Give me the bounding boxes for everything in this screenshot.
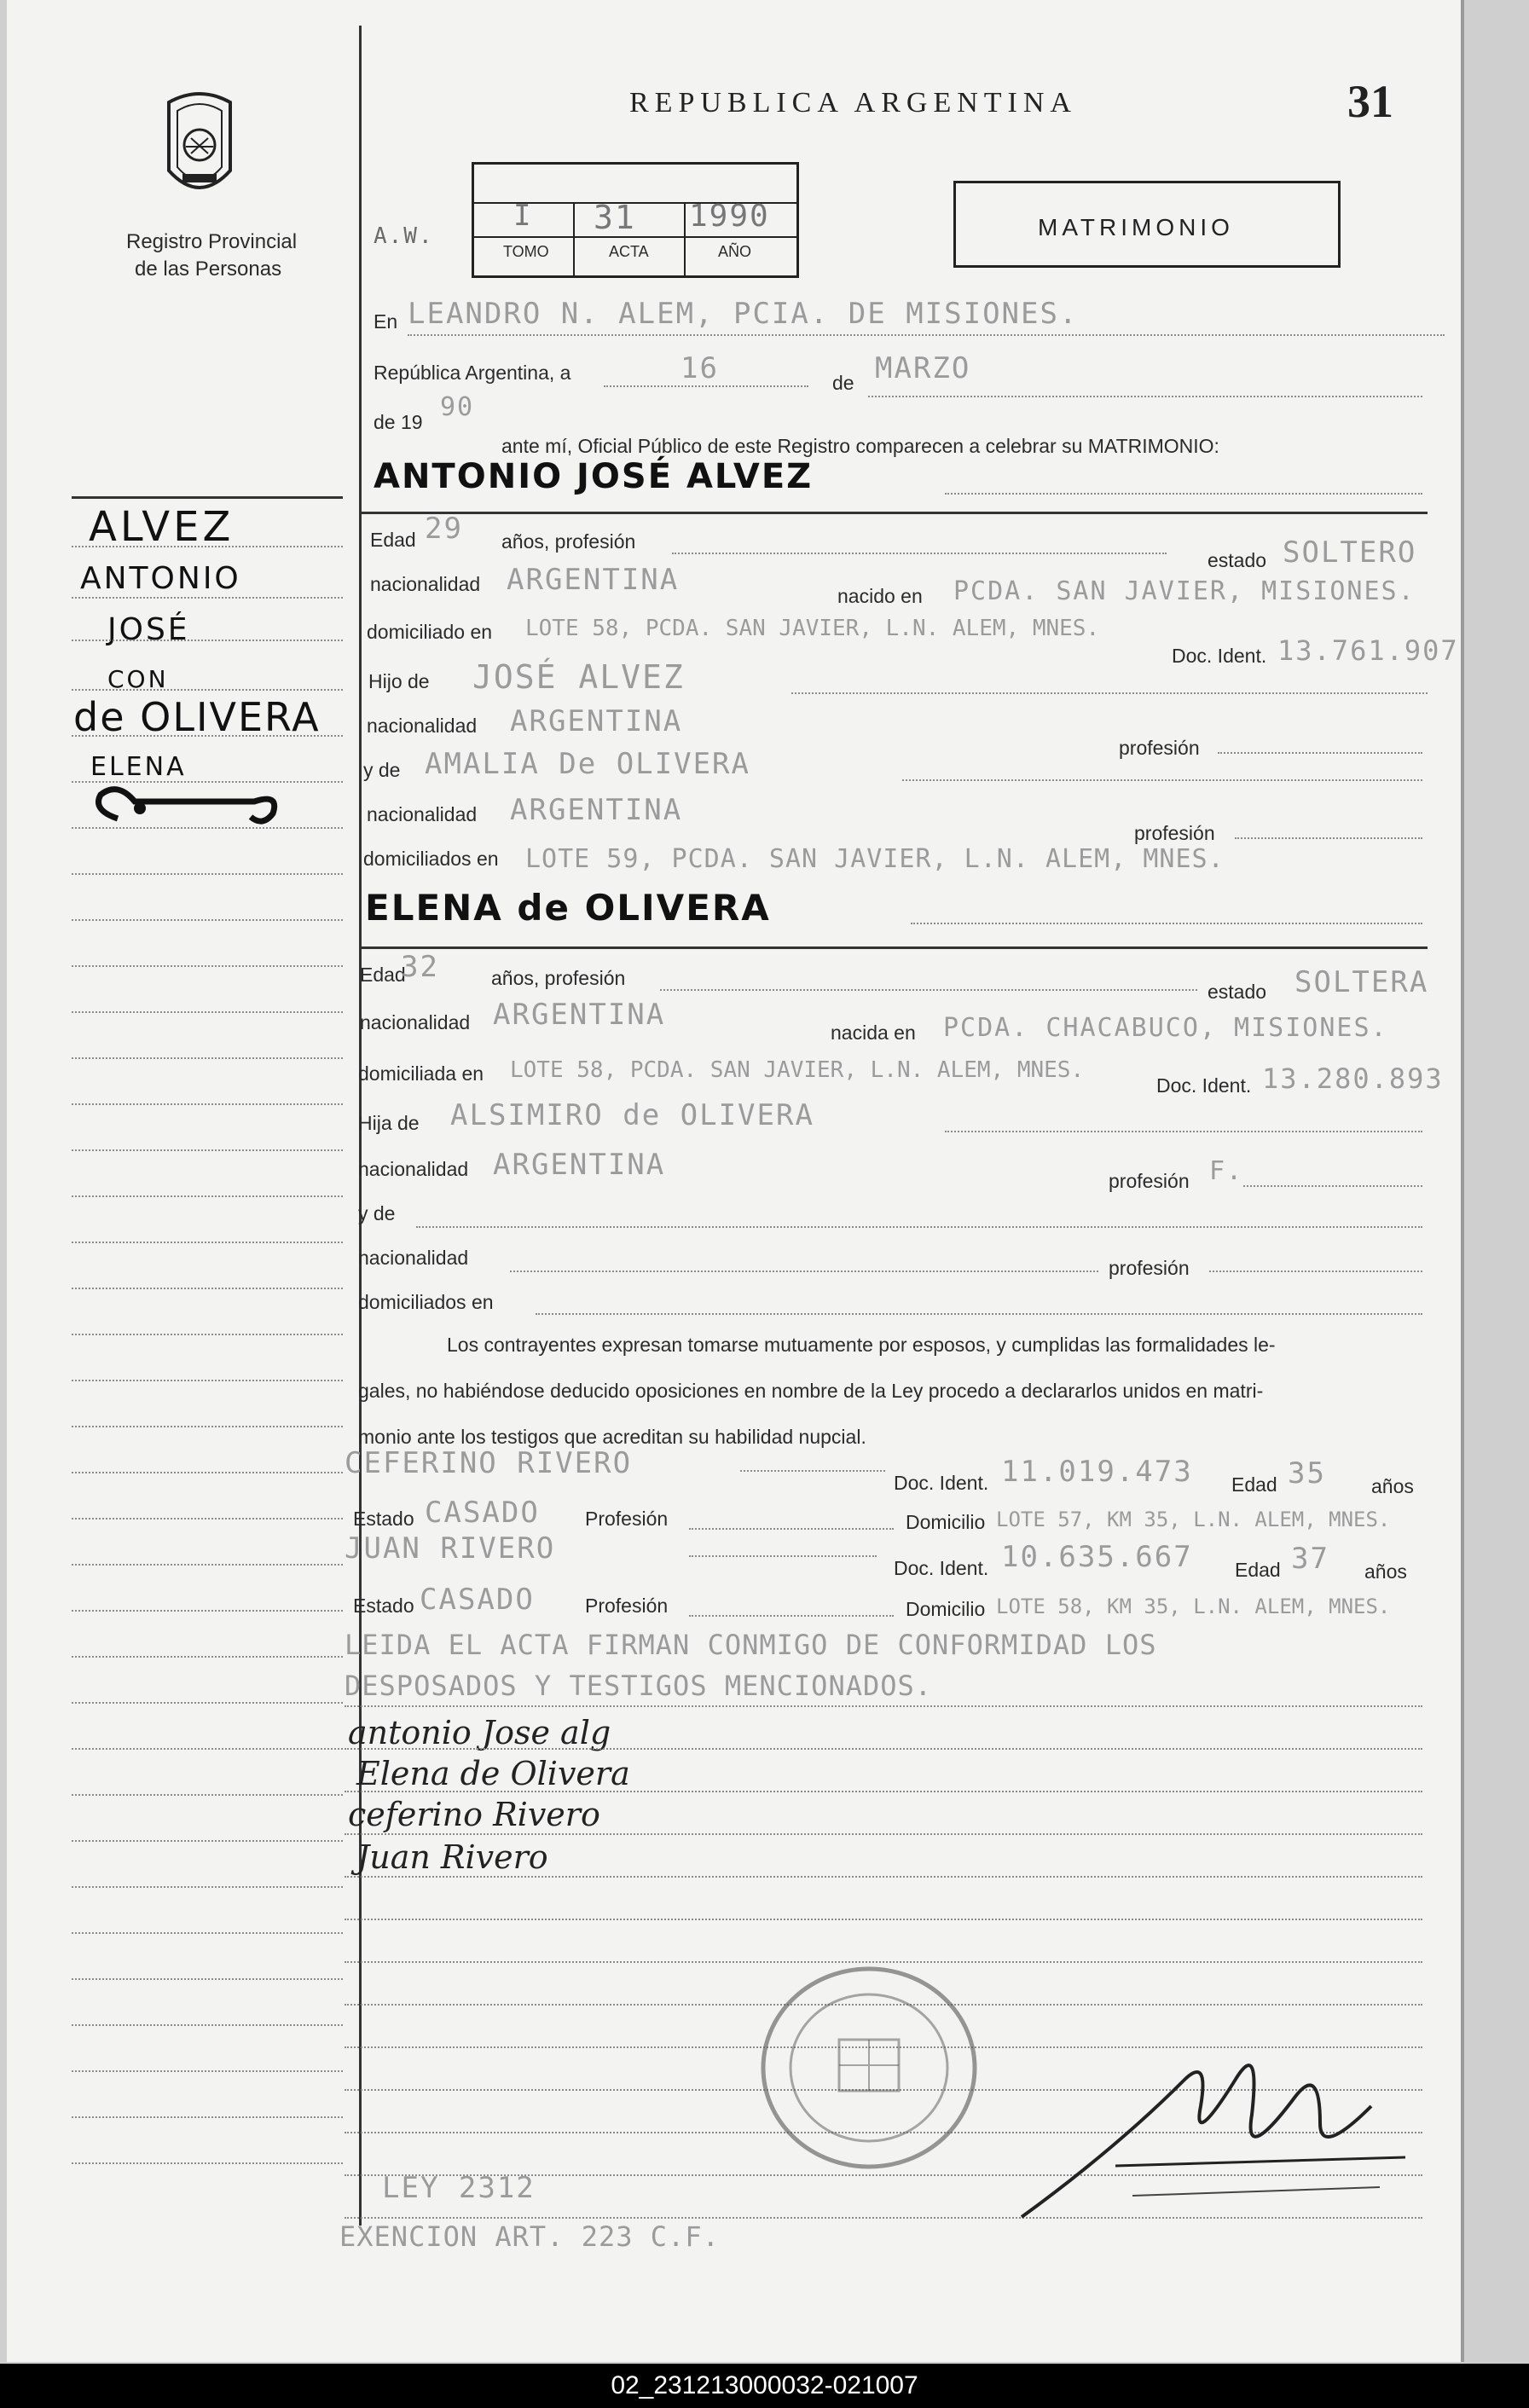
witness-2-domicile: LOTE 58, KM 35, L.N. ALEM, MNES. xyxy=(996,1595,1391,1618)
day-value: 16 xyxy=(681,351,719,385)
witness-1-edad-label: Edad xyxy=(1231,1473,1277,1496)
de-label: de xyxy=(832,372,854,394)
margin-given-2: JOSÉ xyxy=(107,612,190,647)
witness-2-prof-label: Profesión xyxy=(585,1595,669,1617)
witness-2-estado-label: Estado xyxy=(353,1595,414,1617)
witness-1-doc-label: Doc. Ident. xyxy=(894,1472,989,1494)
exemption-note: EXENCION ART. 223 C.F. xyxy=(339,2220,720,2253)
bride-father-nac-label: nacionalidad xyxy=(358,1158,469,1180)
anio-label: AÑO xyxy=(718,243,752,260)
bride-nac-label: nacionalidad xyxy=(360,1011,471,1033)
tomo-label: TOMO xyxy=(503,243,549,260)
provincial-seal-icon xyxy=(160,85,239,206)
acta-label: ACTA xyxy=(609,243,649,260)
margin-given-1: ANTONIO xyxy=(80,561,241,596)
signature-witness-1: ceferino Rivero xyxy=(348,1796,600,1833)
witness-2-anos-label: años xyxy=(1364,1560,1407,1583)
year-suffix: 90 xyxy=(440,392,475,422)
official-stamp-icon xyxy=(754,1961,984,2174)
year-prefix: de 19 xyxy=(374,411,423,433)
bride-nacida-label: nacida en xyxy=(831,1022,916,1044)
declaration-line-1: Los contrayentes expresan tomarse mutuamente por esposos, y cumplidas las formalidades le- xyxy=(447,1334,1276,1356)
groom-doms-label: domiciliados en xyxy=(363,848,499,870)
bride-age: 32 xyxy=(401,950,439,984)
groom-nac-label: nacionalidad xyxy=(370,573,481,595)
signature-bride: Elena de Olivera xyxy=(356,1755,630,1792)
groom-edad-label: Edad xyxy=(370,529,416,551)
margin-surname: ALVEZ xyxy=(89,503,235,551)
page-number: 31 xyxy=(1347,76,1393,127)
declaration-line-3: monio ante los testigos que acreditan su habilidad nupcial. xyxy=(358,1426,866,1448)
bride-yde-label: y de xyxy=(358,1202,396,1224)
groom-mother-nac-label: nacionalidad xyxy=(367,803,478,825)
bride-birthplace: PCDA. CHACABUCO, MISIONES. xyxy=(943,1013,1388,1043)
bride-hija-label: Hija de xyxy=(358,1112,420,1134)
bride-name: ELENA de OLIVERA xyxy=(365,887,771,929)
place-value: LEANDRO N. ALEM, PCIA. DE MISIONES. xyxy=(408,297,1079,331)
groom-parents-domicile: LOTE 59, PCDA. SAN JAVIER, L.N. ALEM, MNES. xyxy=(525,844,1225,874)
republica-label: República Argentina, a xyxy=(374,362,571,384)
groom-mother-prof-label: profesión xyxy=(1134,822,1215,844)
volume-box xyxy=(472,162,799,278)
groom-yde-label: y de xyxy=(363,759,401,781)
bride-domicile: LOTE 58, PCDA. SAN JAVIER, L.N. ALEM, MNES. xyxy=(510,1057,1085,1083)
witness-2-edad-label: Edad xyxy=(1235,1559,1281,1581)
month-value: MARZO xyxy=(875,351,971,385)
en-label: En xyxy=(374,310,398,333)
witness-2-doc-label: Doc. Ident. xyxy=(894,1557,989,1579)
doc-type-box xyxy=(953,181,1341,268)
groom-hijo-label: Hijo de xyxy=(368,670,430,692)
bride-estado: SOLTERA xyxy=(1294,965,1429,999)
groom-birthplace: PCDA. SAN JAVIER, MISIONES. xyxy=(953,576,1416,606)
image-caption: 02_231213000032-021007 xyxy=(0,2364,1529,2408)
groom-nacido-label: nacido en xyxy=(837,585,923,607)
groom-mother: AMALIA De OLIVERA xyxy=(425,747,750,781)
anio-value: 1990 xyxy=(689,199,770,234)
witness-1-estado-label: Estado xyxy=(353,1508,414,1530)
bride-dom-label: domiciliada en xyxy=(358,1062,484,1085)
groom-domicile: LOTE 58, PCDA. SAN JAVIER, L.N. ALEM, MNES. xyxy=(525,616,1100,641)
tomo-value: I xyxy=(513,199,533,233)
bride-doms-label: domiciliados en xyxy=(358,1291,494,1313)
witness-2-domicilio-label: Domicilio xyxy=(906,1598,986,1620)
law-note: LEY 2312 xyxy=(382,2171,536,2205)
bride-father-nationality: ARGENTINA xyxy=(493,1148,666,1182)
witness-2-doc: 10.635.667 xyxy=(1001,1540,1193,1574)
bride-father: ALSIMIRO de OLIVERA xyxy=(450,1098,814,1132)
bride-edad-label: Edad xyxy=(360,964,406,986)
groom-father-nac-label: nacionalidad xyxy=(367,715,478,737)
officer-signature-icon xyxy=(1013,2046,1422,2234)
groom-doc: 13.761.907 xyxy=(1277,634,1459,667)
witness-2-age: 37 xyxy=(1291,1542,1329,1576)
bride-doc-label: Doc. Ident. xyxy=(1156,1074,1252,1097)
country-title: REPUBLICA ARGENTINA xyxy=(629,87,1077,119)
bride-anos-label: años, profesión xyxy=(491,967,626,989)
bride-doc: 13.280.893 xyxy=(1262,1062,1444,1095)
witness-1-domicile: LOTE 57, KM 35, L.N. ALEM, MNES. xyxy=(996,1508,1391,1531)
annotation-aw: A.W. xyxy=(374,223,434,249)
witness-1-anos-label: años xyxy=(1371,1475,1414,1497)
bride-father-profession: F. xyxy=(1209,1156,1244,1186)
witness-2-estado: CASADO xyxy=(420,1583,535,1617)
bride-estado-label: estado xyxy=(1208,981,1267,1003)
groom-mother-nationality: ARGENTINA xyxy=(510,793,683,827)
groom-anos-label: años, profesión xyxy=(501,530,636,553)
certificate-page xyxy=(7,0,1464,2362)
notes-line-2: DESPOSADOS Y TESTIGOS MENCIONADOS. xyxy=(345,1670,933,1702)
margin-surname-2: de OLIVERA xyxy=(73,694,321,740)
acta-value: 31 xyxy=(594,199,636,236)
bride-mother-prof-label: profesión xyxy=(1109,1257,1190,1279)
witness-1-domicilio-label: Domicilio xyxy=(906,1511,986,1533)
groom-father: JOSÉ ALVEZ xyxy=(472,658,685,696)
witness-2-name: JUAN RIVERO xyxy=(345,1531,556,1566)
groom-estado-label: estado xyxy=(1208,549,1267,571)
margin-con: CON xyxy=(107,665,169,693)
intro-text: ante mí, Oficial Público de este Registro comparecen a celebrar su MATRIMONIO: xyxy=(501,435,1219,457)
bride-mother-nac-label: nacionalidad xyxy=(358,1247,469,1269)
margin-given-3: ELENA xyxy=(90,752,187,782)
bride-father-prof-label: profesión xyxy=(1109,1170,1190,1192)
doc-type-title: MATRIMONIO xyxy=(1038,214,1234,240)
groom-age: 29 xyxy=(425,512,463,546)
witness-1-age: 35 xyxy=(1288,1456,1326,1491)
groom-dom-label: domiciliado en xyxy=(367,621,493,643)
groom-nationality: ARGENTINA xyxy=(507,563,680,597)
declaration-line-2: gales, no habiéndose deducido oposiciones en nombre de la Ley procedo a declararlos unidos en matri- xyxy=(358,1380,1264,1402)
registry-name-line2: de las Personas xyxy=(135,258,282,281)
groom-father-nationality: ARGENTINA xyxy=(510,704,683,738)
witness-1-name: CEFERINO RIVERO xyxy=(345,1446,633,1480)
signature-groom: antonio Jose alg xyxy=(348,1714,611,1751)
groom-estado: SOLTERO xyxy=(1283,535,1417,570)
witness-1-doc: 11.019.473 xyxy=(1001,1455,1193,1489)
groom-father-prof-label: profesión xyxy=(1119,737,1200,759)
signature-witness-2: Juan Rivero xyxy=(356,1838,548,1876)
groom-name: ANTONIO JOSÉ ALVEZ xyxy=(374,457,814,496)
witness-1-prof-label: Profesión xyxy=(585,1508,669,1530)
bride-nationality: ARGENTINA xyxy=(493,998,666,1032)
witness-1-estado: CASADO xyxy=(425,1496,540,1530)
groom-doc-label: Doc. Ident. xyxy=(1172,645,1267,667)
registry-name-line1: Registro Provincial xyxy=(126,230,298,253)
notes-line-1: LEIDA EL ACTA FIRMAN CONMIGO DE CONFORMIDAD LOS xyxy=(345,1629,1157,1661)
